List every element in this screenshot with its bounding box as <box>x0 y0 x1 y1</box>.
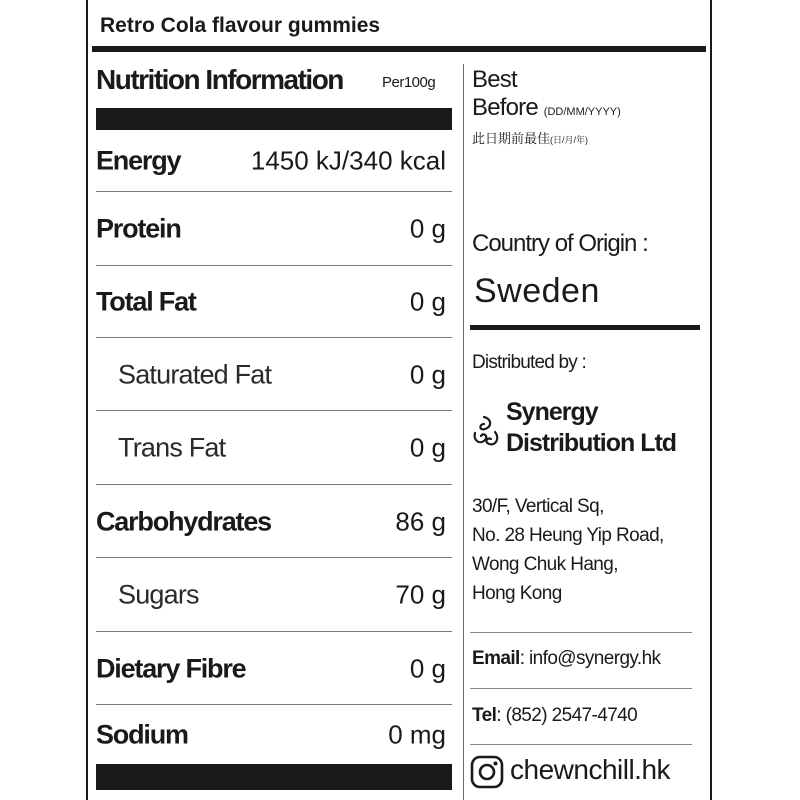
nutrient-label: Carbohydrates <box>96 506 271 536</box>
nutrient-value: 0 g <box>409 432 446 463</box>
distributor-name <box>506 397 676 459</box>
nutrient-value: 86 g <box>395 506 446 536</box>
nutrient-label: Energy <box>96 145 181 176</box>
email-line <box>472 648 660 670</box>
distributor-name-line2: Distribution Ltd <box>506 429 677 457</box>
best-before-zh <box>472 128 588 147</box>
nutrient-label: Protein <box>96 213 181 244</box>
label-border-right <box>710 0 712 800</box>
per-100g-label: Per100g <box>382 74 436 91</box>
nutrition-row-energy <box>96 130 452 192</box>
best-before-zh-format: (日/月/年) <box>550 135 589 145</box>
origin-rule <box>470 325 700 330</box>
nutrient-value: 0 mg <box>388 719 446 749</box>
instagram-handle: chewnchill.hk <box>510 754 671 785</box>
nutrient-value: 70 g <box>395 579 446 610</box>
nutrient-value: 0 g <box>409 359 446 389</box>
country-of-origin-value: Sweden <box>474 272 600 310</box>
nutrition-top-bar <box>96 108 452 130</box>
email-value: : info@synergy.hk <box>519 648 661 669</box>
nutrition-heading: Nutrition Information <box>96 64 343 95</box>
contact-separator <box>470 744 692 745</box>
instagram-icon <box>470 755 504 789</box>
nutrient-label: Total Fat <box>96 286 196 317</box>
address-line: No. 28 Heung Yip Road, <box>472 525 664 546</box>
address-line: 30/F, Vertical Sq, <box>472 496 604 517</box>
synergy-logo-icon <box>470 413 502 449</box>
tel-label: Tel <box>472 705 497 726</box>
nutrient-label: Dietary Fibre <box>96 653 246 683</box>
nutrient-value: 0 g <box>409 286 446 317</box>
email-label: Email <box>472 648 520 669</box>
tel-line <box>472 705 637 727</box>
nutrition-row-trans-fat <box>96 411 452 485</box>
country-of-origin-label: Country of Origin : <box>472 230 648 257</box>
nutrient-label: Saturated Fat <box>118 359 272 389</box>
best-before-format: (DD/MM/YYYY) <box>543 106 621 118</box>
best-before-line2: Before <box>472 94 538 121</box>
nutrition-row-dietary-fibre <box>96 632 452 705</box>
address-line: Hong Kong <box>472 583 562 604</box>
nutrient-value: 0 g <box>409 213 446 244</box>
nutrition-row-total-fat <box>96 266 452 338</box>
nutrition-row-sodium <box>96 705 452 764</box>
distributor-address <box>472 492 664 608</box>
distributed-by-label: Distributed by : <box>472 352 586 373</box>
nutrition-row-protein <box>96 192 452 266</box>
product-title: Retro Cola flavour gummies <box>100 14 381 37</box>
column-divider <box>463 64 464 800</box>
label-border-left <box>86 0 88 800</box>
nutrition-bottom-bar <box>96 764 452 790</box>
distributor-name-line1: Synergy <box>506 398 598 426</box>
contact-separator <box>470 688 692 689</box>
title-rule <box>92 46 706 52</box>
best-before-zh-label: 此日期前最佳 <box>472 131 551 146</box>
nutrition-row-sugars <box>96 558 452 632</box>
best-before-label <box>472 66 621 126</box>
tel-value: : (852) 2547-4740 <box>496 705 638 726</box>
nutrition-row-carbohydrates <box>96 485 452 558</box>
nutrition-row-saturated-fat <box>96 338 452 411</box>
nutrient-value: 0 g <box>409 653 446 683</box>
nutrient-label: Sugars <box>118 579 199 610</box>
nutrient-label: Sodium <box>96 719 188 749</box>
best-before-line1: Best <box>472 66 517 93</box>
nutrient-value: 1450 kJ/340 kcal <box>250 145 446 176</box>
contact-separator <box>470 632 692 633</box>
nutrient-label: Trans Fat <box>118 432 226 463</box>
address-line: Wong Chuk Hang, <box>472 554 618 575</box>
